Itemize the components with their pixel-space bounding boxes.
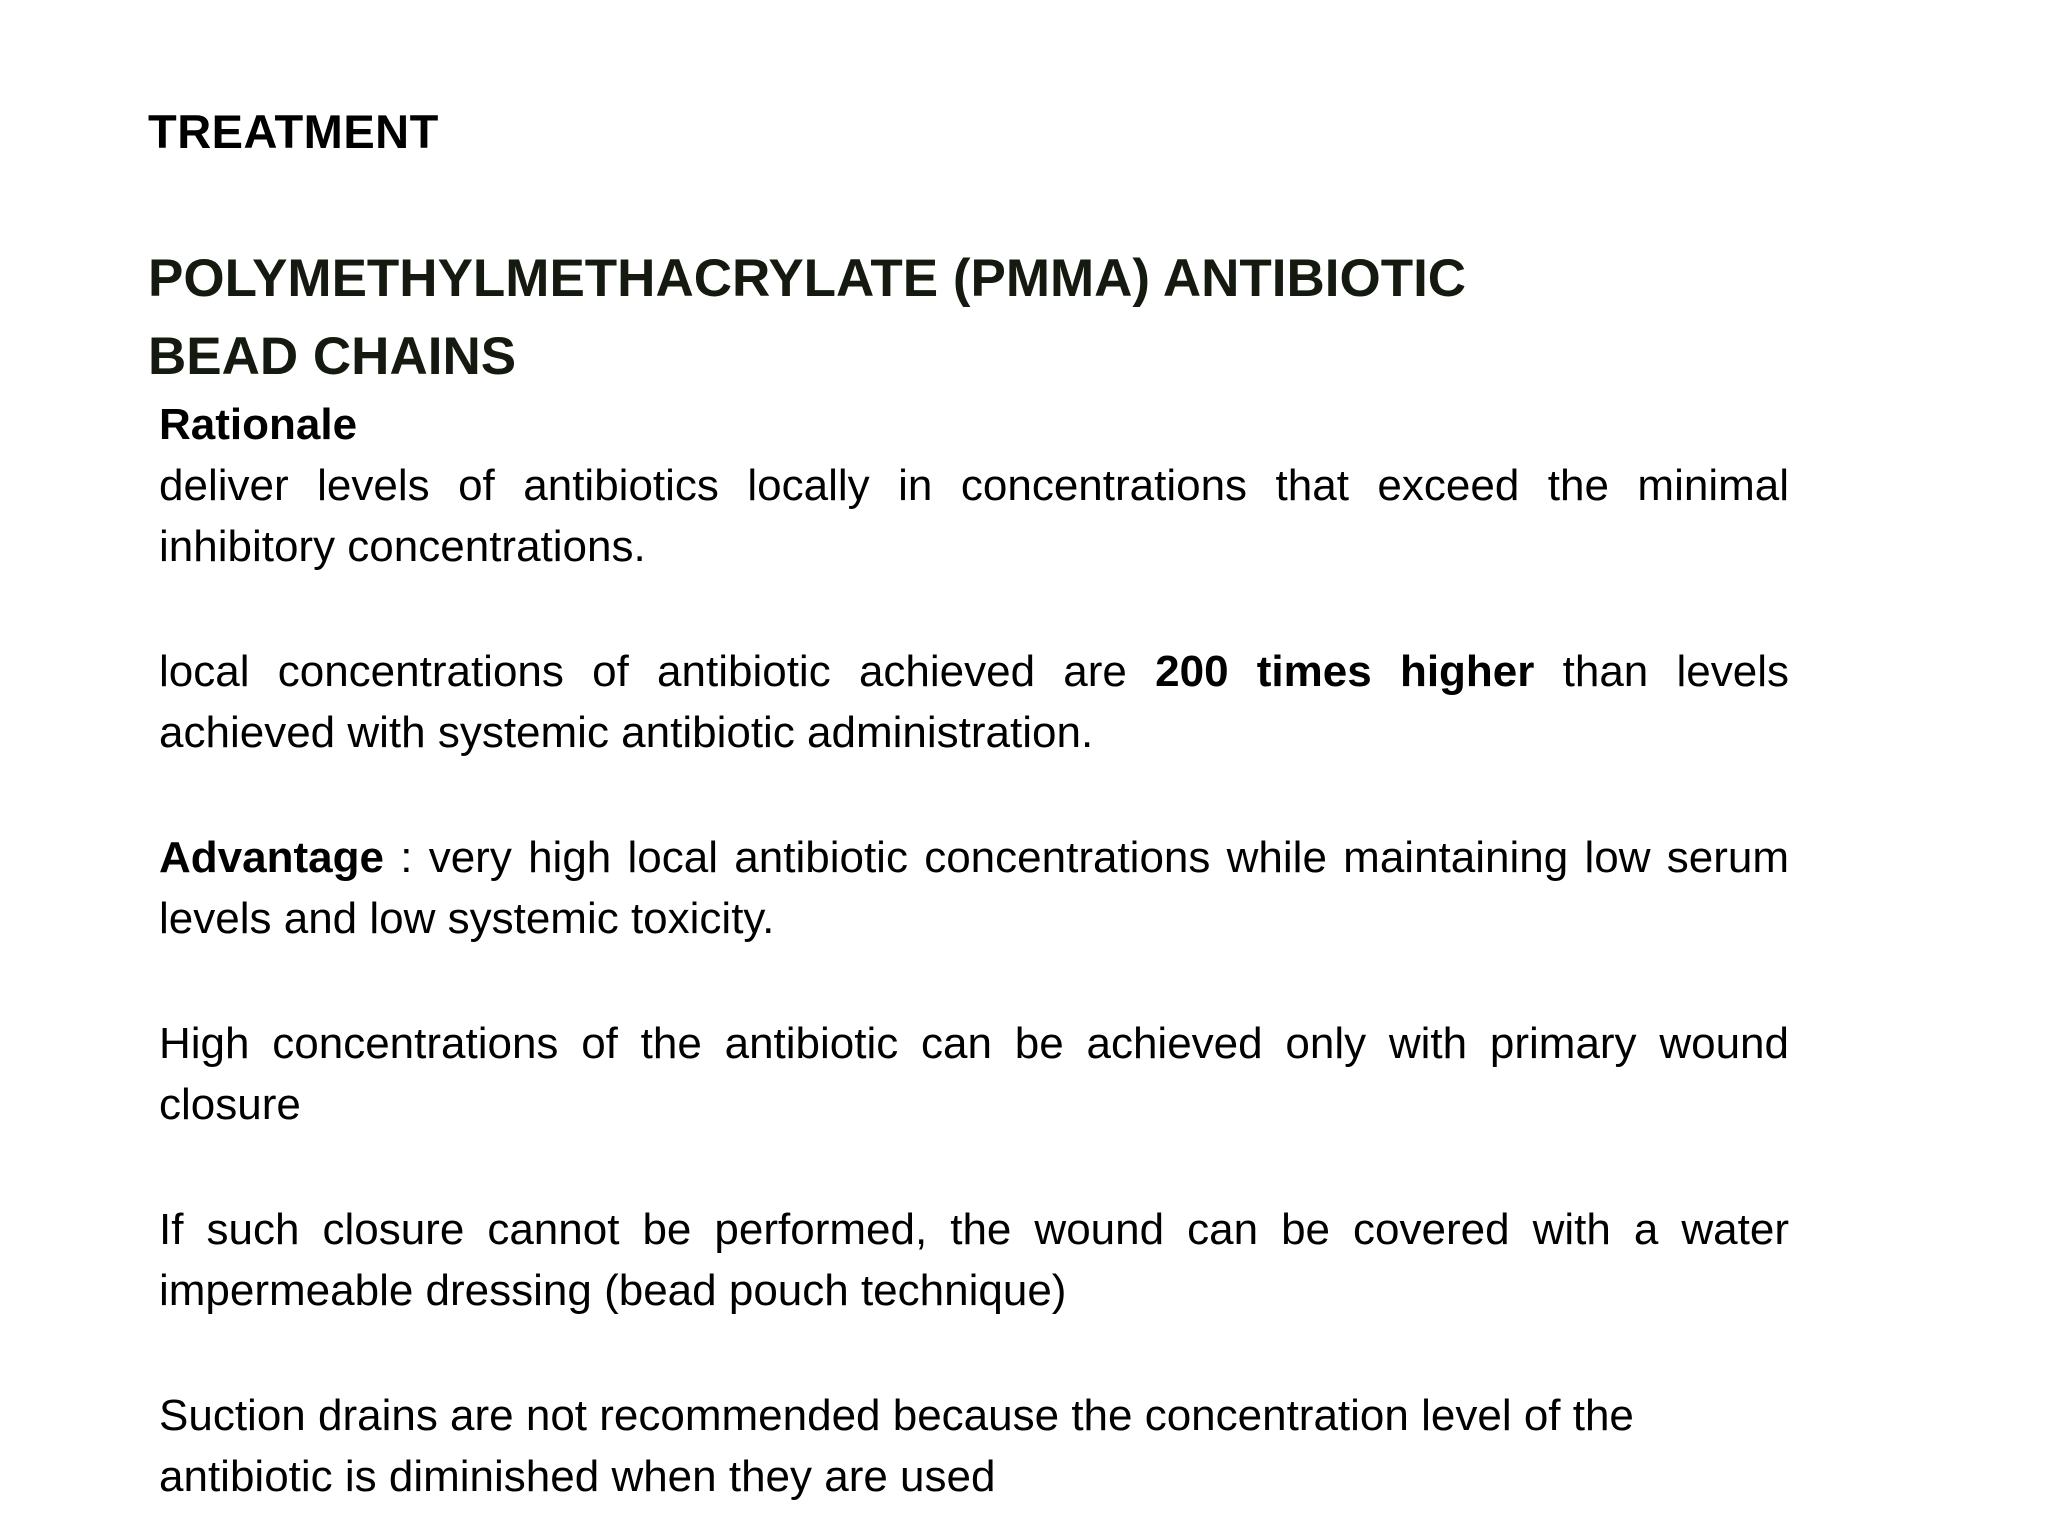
paragraph-advantage (159, 827, 1789, 949)
section-heading: TREATMENT (148, 105, 439, 158)
advantage-label: Advantage (159, 833, 384, 882)
paragraph-primary-closure: High concentrations of the antibiotic can be achieved only with primary wound closure (159, 1019, 1789, 1129)
slide-title-line-2: BEAD CHAINS (148, 327, 517, 386)
paragraph-bead-pouch: If such closure cannot be performed, the wound can be covered with a water impermeable dressing (bead pouch technique) (159, 1205, 1789, 1315)
slide-body (159, 394, 1789, 1507)
paragraph-rationale: deliver levels of antibiotics locally in concentrations that exceed the minimal inhibitory concentrations. (159, 461, 1789, 571)
paragraph-local-concentrations-start: local concentrations of antibiotic achieved are (159, 647, 1156, 696)
rationale-label: Rationale (159, 400, 358, 449)
paragraph-local-concentrations (159, 641, 1789, 763)
paragraph-suction-drains: Suction drains are not recommended because the concentration level of the antibiotic is diminished when they are used (159, 1391, 1634, 1501)
paragraph-local-concentrations-emphasis: 200 times higher (1155, 647, 1535, 696)
advantage-text: : very high local antibiotic concentrations while maintaining low serum levels and low systemic toxicity. (159, 833, 1789, 943)
slide-title (148, 240, 1648, 396)
slide-title-line-1: POLYMETHYLMETHACRYLATE (PMMA) ANTIBIOTIC (148, 249, 1467, 308)
paragraph-local-concentrations-end: than levels achieved with systemic antibiotic administration. (159, 647, 1789, 757)
